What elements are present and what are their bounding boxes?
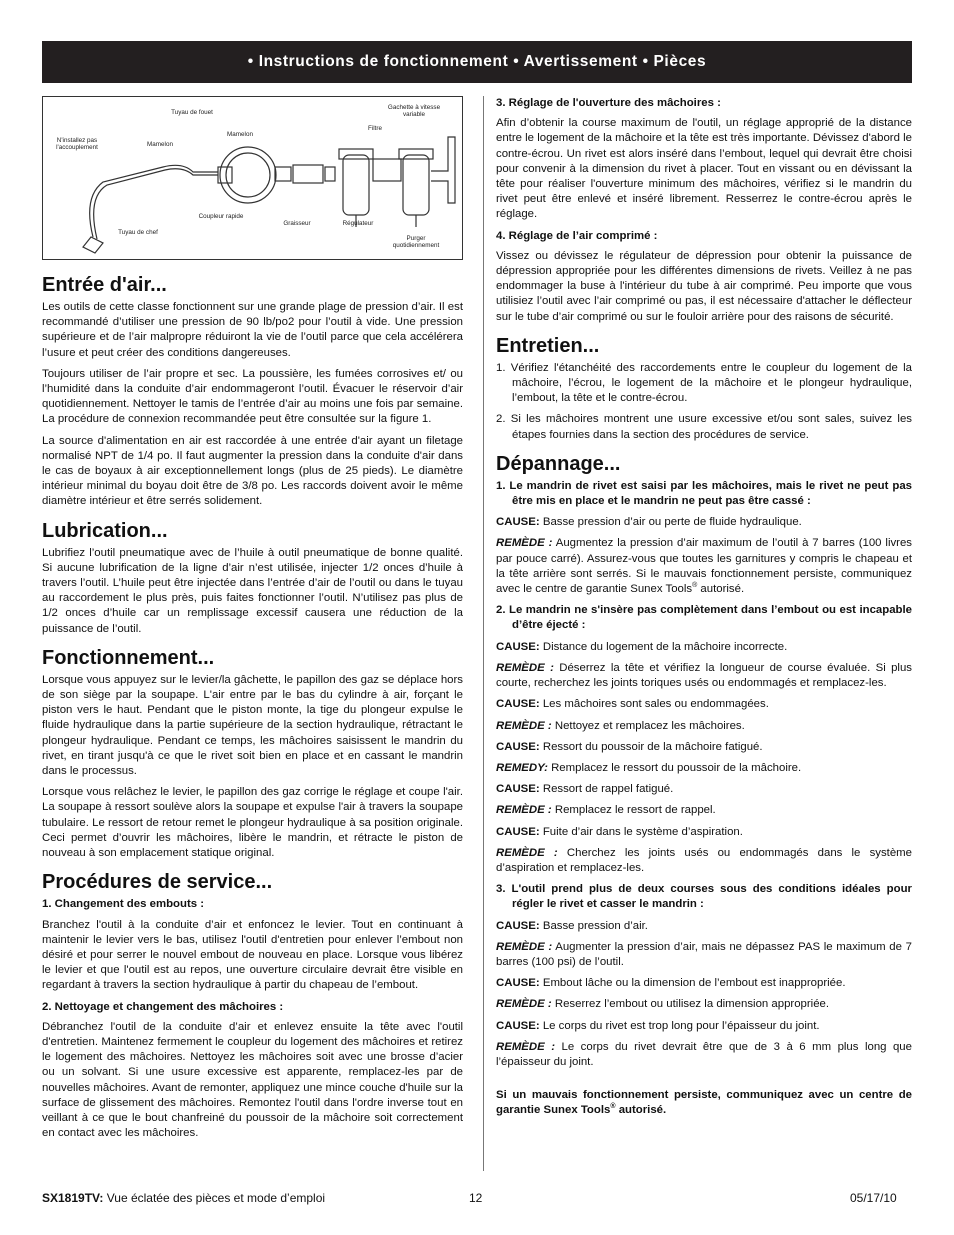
cause-text: Les mâchoires sont sales ou endommagées. [542, 698, 769, 711]
remedy-line [496, 661, 912, 691]
column-divider [483, 96, 484, 1171]
cause-label: CAUSE: [496, 825, 540, 838]
cause-text: Basse pression d’air ou perte de fluide hydraulique. [542, 516, 802, 529]
cause-line [496, 1019, 912, 1034]
service-subtitle-2: 2. Nettoyage et changement des mâchoires : [42, 1000, 284, 1013]
remedy-line [496, 940, 912, 970]
remedy-label: REMÈDE : [496, 719, 552, 732]
label-no-coupling: N'installez pas l'accouplement [56, 137, 98, 152]
cause-line [496, 515, 912, 530]
service-paragraph-3: Afin d’obtenir la course maximum de l'outil, un réglage approprié de la distance entre le logement de la mâchoire et la tête est très importante. Dévissez d'abord le contre-écrou. Un rivet est alors inséré dans l’embout, lequel qui devrait être choisi pour convenir à la dimension du rivet à placer. Tout en vissant ou en dévissant la tête pour réaliser l'ouverture minimum des mâchoires, vérifiez si le mandrin du rivet peut être enlevé et inséré librement. Resserrez le contre-écrou après le réglage. [496, 117, 912, 221]
cause-text: Embout lâche ou la dimension de l’embout est inappropriée. [542, 977, 846, 990]
page-number: 12 [469, 1191, 483, 1205]
final-notice-text: Si un mauvais fonctionnement persiste, communiquez avec un centre de garantie Sunex Tools [496, 1089, 912, 1117]
remedy-label: REMÈDE : [496, 661, 554, 674]
cause-line [496, 825, 912, 840]
section-title-service: Procédures de service... [42, 871, 273, 894]
operation-paragraph-1: Lorsque vous appuyez sur le levier/la gâchette, le papillon des gaz se déplace hors de son siège par la soupape. L'air entre par le bas du cylindre à air, forçant le piston vers le haut. Pendant que le piston monte, la tige du plongeur expulse le fluide hydraulique dans la partie supérieure de la section hydraulique, rétractant le plongeur hydraulique. Pendant ce temps, les mâchoires saisissent le mandrin du rivet, en tirant jusqu'à ce que le rivet soit bien en place et en cassant le mandrin dans le processus. [42, 673, 463, 778]
label-purge: Purger quotidiennement [392, 235, 440, 250]
cause-label: CAUSE: [496, 698, 540, 711]
cause-text: Ressort du poussoir de la mâchoire fatigué. [542, 740, 763, 753]
service-subtitle-1: 1. Changement des embouts : [42, 898, 205, 911]
remedy-label: REMÈDE : [496, 998, 552, 1011]
label-quick-coupler: Coupleur rapide [198, 213, 244, 220]
cause-text: Basse pression d’air. [542, 919, 648, 932]
cause-label: CAUSE: [496, 783, 540, 796]
label-nipple-1: Mamelon [147, 141, 173, 148]
cause-text: Le corps du rivet est trop long pour l’épaisseur du joint. [542, 1019, 820, 1032]
maintenance-item-2: 2. Si les mâchoires montrent une usure excessive et/ou sont sales, suivez les étapes fournies dans la section des procédures de service. [496, 413, 912, 441]
maintenance-item-1: 1. Vérifiez l'étanchéité des raccordements entre le coupleur du logement de la mâchoire, l’écrou, le logement de la mâchoire et le plongeur hydraulique, l’embout, la tête et le contre-écrou. [496, 361, 912, 405]
remedy-line [496, 997, 912, 1012]
remedy-line [496, 1040, 912, 1070]
section-title-troubleshooting: Dépannage... [496, 452, 621, 475]
service-subtitle-4: 4. Réglage de l’air comprimé : [496, 229, 658, 242]
label-filter: Filtre [368, 125, 382, 132]
remedy-text: Nettoyez et remplacez les mâchoires. [554, 719, 745, 732]
operation-paragraph-2: Lorsque vous relâchez le levier, le papillon des gaz corrige le réglage et coupe l'air. La soupape à ressort soulève alors la soupape et expulse l'air à travers la soupape tubulaire. Le ressort de retour remet le plongeur hydraulique à sa position originale. Ceci permet d’ouvrir les mâchoires, libère le mandrin, et rétracte le piston de nouveau à son emplacement statique original. [42, 786, 463, 860]
footer-model-code: SX1819TV: [42, 1191, 104, 1205]
label-lubricator: Graisseur [283, 220, 311, 227]
label-whip-hose: Tuyau de fouet [171, 109, 213, 116]
cause-line [496, 740, 912, 755]
label-trigger: Gachette à vitesse variable [387, 104, 441, 119]
left-column [42, 96, 463, 1147]
air-paragraph-2: Toujours utiliser de l’air propre et sec. La poussière, les fumées corrosives et/ ou l’humidité dans la conduite d’air endommageront l’outil. Évacuer le réservoir d’air quotidiennement. Nettoyer le tamis de l’entrée d’air au moins une fois par semaine. La procédure de connexion recommandée peut être consultée sur la figure 1. [42, 367, 463, 426]
cause-text: Fuite d’air dans le système d’aspiration. [542, 825, 743, 838]
label-regulator: Régulateur [342, 220, 374, 227]
remedy-text: Déserrez la tête et vérifiez la longueur de course évaluée. Si plus courte, recherchez les joints toriques usés ou endommagés et remplacez-les. [496, 661, 912, 690]
footer-date: 05/17/10 [850, 1191, 897, 1205]
cause-line [496, 697, 912, 712]
remedy-label: REMÈDE : [496, 804, 552, 817]
cause-label: CAUSE: [496, 919, 540, 932]
remedy-text: Le corps du rivet devrait être que de 3 à 6 mm plus long que l’épaisseur du joint. [496, 1040, 912, 1068]
service-paragraph-1: Branchez l'outil à la conduite d’air et enfoncez le levier. Tout en continuant à maintenir le levier vers le bas, utilisez l'outil d'entretien pour enlever l’embout non désiré et pour serrer le nouvel embout de nouveau en place. Lorsque vous libérez le levier et que l'outil est au repos, une ouverture circulaire devrait être visible en regardant à travers la section hydraulique à partir du chapeau de l’embout. [42, 918, 463, 992]
remedy-text: Augmenter la pression d’air, mais ne dépassez PAS le maximum de 7 barres (100 psi) de l’outil. [496, 940, 912, 968]
remedy-label: REMÈDE : [496, 537, 553, 550]
cause-label: CAUSE: [496, 640, 540, 653]
remedy-text: Remplacez le ressort du poussoir de la mâchoire. [551, 761, 802, 774]
header-banner: • Instructions de fonctionnement • Avertissement • Pièces [42, 41, 912, 83]
remedy-text: Cherchez les joints usés ou endommagés dans le système d’aspiration et remplacez-les. [496, 846, 912, 874]
trouble-problem-3: 3. L'outil prend plus de deux courses sous des conditions idéales pour régler le rivet et casser le mandrin : [496, 883, 912, 911]
final-notice-end: autorisé. [615, 1104, 667, 1117]
remedy-line [496, 846, 912, 876]
lubrication-paragraph: Lubrifiez l’outil pneumatique avec de l’huile à outil pneumatique de bonne qualité. Si aucune lubrification de la ligne d’air n’est utilisée, injecter 1/2 onces d’huile à travers l’outil. L’huile peut être injectée dans l’entrée d’air de l’outil ou dans le tuyau au raccordement le plus près, puis faites fonctionner l’outil. N’utilisez pas plus de 1/2 onces d’huile car un remplissage excessif causera une réduction de la puissance de l’outil. [42, 546, 463, 635]
remedy-label: REMÈDE : [496, 940, 553, 953]
cause-label: CAUSE: [496, 740, 540, 753]
remedy-text: Remplacez le ressort de rappel. [554, 804, 716, 817]
footer-description: Vue éclatée des pièces et mode d’emploi [103, 1191, 326, 1205]
remedy-label: REMÈDE : [496, 1040, 556, 1053]
remedy-label: REMÈDE : [496, 846, 558, 859]
air-paragraph-1: Les outils de cette classe fonctionnent sur une grande plage de pression d’air. Il est recommandé d’utiliser une pression de 90 lb/po2 pour l’outil à vide. Une pression supérieure et de l’air malpropre réduiront la vie de l’outil parce que cela accélérera l’usure et peut créer des conditions dangereuses. [42, 301, 463, 359]
remedy-line [496, 536, 912, 597]
remedy-line [496, 761, 912, 776]
cause-label: CAUSE: [496, 516, 540, 529]
cause-line [496, 919, 912, 934]
cause-line [496, 782, 912, 797]
remedy-line [496, 803, 912, 818]
section-title-operation: Fonctionnement... [42, 646, 215, 669]
remedy-label: REMEDY: [496, 761, 548, 774]
trouble-problem-2: 2. Le mandrin ne s'insère pas complètement dans l’embout ou est incapable d’être éjecté : [496, 604, 912, 632]
cause-label: CAUSE: [496, 1019, 540, 1032]
remedy-text: Reserrez l’embout ou utilisez la dimension appropriée. [554, 998, 830, 1011]
cause-line [496, 976, 912, 991]
service-paragraph-4: Vissez ou dévissez le régulateur de dépression pour obtenir la puissance de dépression appropriée pour les différentes dimensions de rivets. Veillez à ne pas endommager la buse à l'intérieur du tube à air comprimé. Peu importe que vous utilisiez l’outil avec l’air comprimé ou pas, il est nécessaire d'attacher le déflecteur sur le tube d’air comprimé ou sur le fouloir arrière pour des raisons de sécurité. [496, 249, 912, 323]
section-title-air: Entrée d'air... [42, 274, 167, 296]
footer-model [42, 1191, 325, 1205]
cause-line [496, 640, 912, 655]
remedy-line [496, 719, 912, 734]
final-notice [496, 1088, 912, 1118]
air-paragraph-3: La source d'alimentation en air est raccordée à une entrée d'air ayant un filetage normalisé NPT de 1/4 po. Il faut augmenter la pression dans la conduite d'air dans le cas de boyaux à air exceptionnellement longs (plus de 25 pieds). Le diamètre intérieur minimal du boyau doit être de 3/8 po. Les raccords doivent avoir le même diamètre intérieur et être serrés solidement. [42, 434, 463, 508]
remedy-text: Augmentez la pression d’air maximum de l’outil à 7 barres (100 livres par pouce carré). Assurez-vous que toutes les garnitures y compris le chapeau et la tête arrière sont serrés. Si le mauvais fonctionnement persiste, communiquez avec le centre de garantie Sunex Tools [496, 537, 912, 596]
remedy-text-end: autorisé. [697, 583, 745, 596]
section-title-lubrication: Lubrication... [42, 519, 168, 542]
air-connection-figure [42, 96, 463, 260]
trouble-problem-1: 1. Le mandrin de rivet est saisi par les mâchoires, mais le rivet ne peut pas être mis en place et le mandrin ne peut pas être cassé : [496, 479, 912, 508]
section-title-maintenance: Entretien... [496, 334, 600, 357]
registered-mark: ® [610, 1103, 616, 1111]
service-subtitle-3: 3. Réglage de l'ouverture des mâchoires : [496, 97, 721, 109]
registered-mark: ® [692, 582, 698, 590]
right-column [496, 96, 912, 1125]
service-paragraph-2: Débranchez l'outil de la conduite d’air et enlevez ensuite la tête avec l'outil d'entretien. Maintenez fermement le coupleur du logement des mâchoires et retirez le logement des mâchoires. Nettoyez les mâchoires soit avec une brosse d’acier ou un solvant. Si une usure excessive est apparente, remplacez-les par de nouvelles mâchoires. Avant de remonter, appliquez une mince couche d'huile sur la surface de glissement des mâchoires. Remontez l'outil dans l'ordre inverse tout en veillant à ce que le bout chanfreiné du poussoir de la mâchoire soit correctement en contact avec les mâchoires. [42, 1020, 463, 1140]
cause-label: CAUSE: [496, 977, 540, 990]
label-nipple-2: Mamelon [227, 131, 253, 138]
cause-text: Distance du logement de la mâchoire incorrecte. [542, 640, 788, 653]
cause-text: Ressort de rappel fatigué. [542, 783, 674, 796]
label-chef-hose: Tuyau de chef [118, 229, 158, 236]
